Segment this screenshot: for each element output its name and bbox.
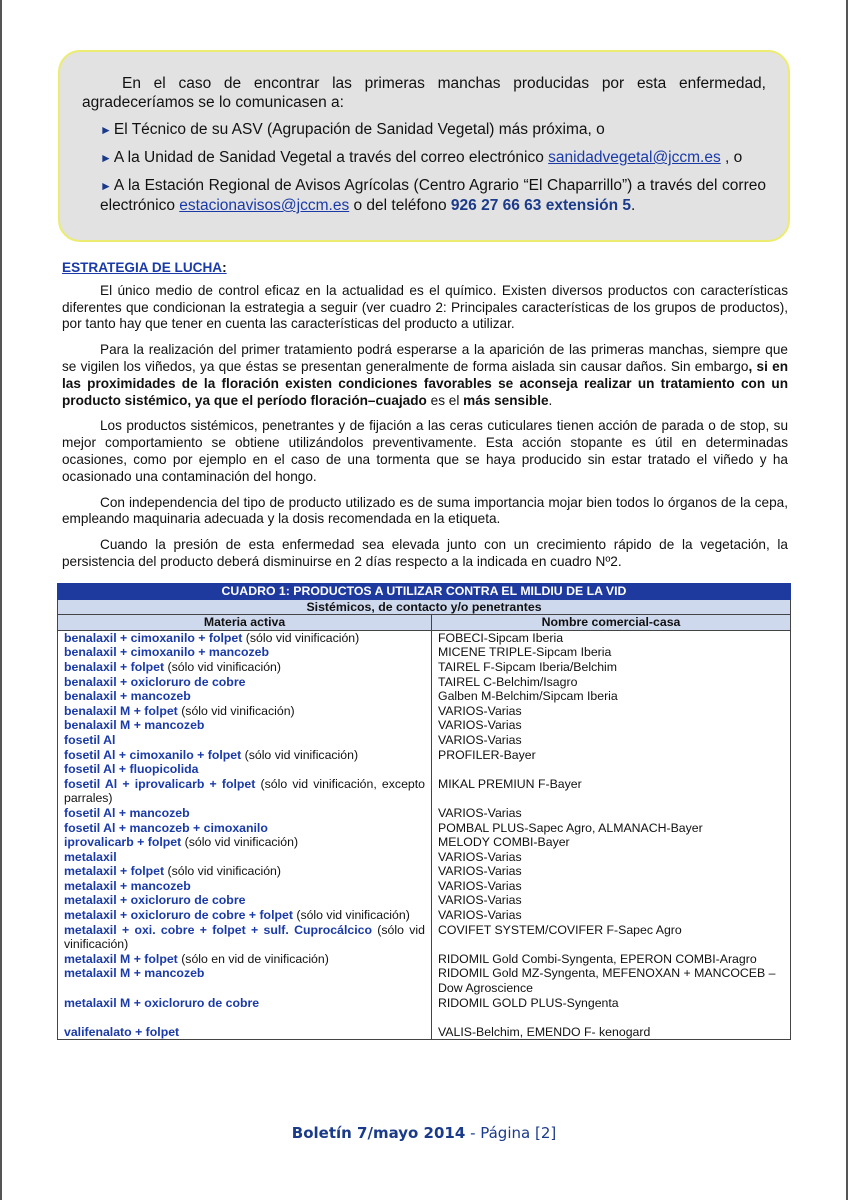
usage-note: (sólo vid vinificación) (241, 747, 359, 762)
active-ingredient: fosetil Al + mancozeb (64, 805, 190, 820)
trade-name-cell: MICENE TRIPLE-Sipcam Iberia (432, 645, 791, 660)
usage-note: (sólo vid vinificación) (181, 835, 299, 850)
trade-name-cell: VARIOS-Varias (432, 733, 791, 748)
column-header-trade: Nombre comercial-casa (432, 615, 791, 631)
table-row (58, 850, 791, 865)
active-ingredient-cell (58, 821, 432, 836)
active-ingredient: metalaxil (64, 849, 117, 864)
products-table (57, 583, 791, 1040)
triangle-bullet-icon: ► (100, 151, 112, 165)
column-header-active: Materia activa (58, 615, 432, 631)
page-left-border (0, 0, 2, 1200)
table-row (58, 952, 791, 967)
active-ingredient-cell (58, 675, 432, 690)
active-ingredient-cell (58, 718, 432, 733)
active-ingredient-cell (58, 893, 432, 908)
table-row (58, 879, 791, 894)
active-ingredient-cell (58, 879, 432, 894)
active-ingredient-cell (58, 748, 432, 763)
active-ingredient-cell (58, 660, 432, 675)
trade-name-cell: Galben M-Belchim/Sipcam Iberia (432, 689, 791, 704)
trade-name-cell: VARIOS-Varias (432, 806, 791, 821)
active-ingredient: benalaxil + mancozeb (64, 689, 191, 704)
active-ingredient-cell (58, 630, 432, 645)
active-ingredient-cell (58, 733, 432, 748)
table-row (58, 645, 791, 660)
notice-item-warning-station: ► A la Estación Regional de Avisos Agrícolas (Centro Agrario “El Chaparrillo”) a través del correo electrónico estacionavisos@jccm.es o del teléfono 926 27 66 63 extensión 5. (100, 177, 766, 214)
active-ingredient-cell (58, 966, 432, 995)
paragraph: El único medio de control eficaz en la actualidad es el químico. Existen diversos productos con características diferentes que condicionan la estrategia a seguir (ver cuadro 2: Principales características de los grupos de productos), por tanto hay que tener en cuenta las características del producto a utilizar. (62, 282, 788, 332)
notice-item-health-unit: ► A la Unidad de Sanidad Vegetal a través del correo electrónico sanidadvegetal@jccm.es , o (100, 149, 743, 166)
active-ingredient-cell (58, 864, 432, 879)
usage-note: (sólo vid vinificación) (242, 630, 360, 645)
table-row (58, 718, 791, 733)
active-ingredient: metalaxil + oxi. cobre + folpet + sulf. Cuprocálcico (64, 922, 372, 937)
active-ingredient: valifenalato + folpet (64, 1024, 180, 1039)
trade-name-cell: MIKAL PREMIUN F-Bayer (432, 777, 791, 806)
notice-intro: En el caso de encontrar las primeras manchas producidas por esta enfermedad, agradeceríamos se lo comunicasen a: (82, 75, 766, 111)
active-ingredient-cell (58, 704, 432, 719)
active-ingredient: metalaxil M + folpet (64, 951, 178, 966)
notice-box (58, 50, 790, 242)
usage-note: (sólo vid vinificación) (177, 703, 295, 718)
trade-name-cell: TAIREL F-Sipcam Iberia/Belchim (432, 660, 791, 675)
table-row (58, 923, 791, 952)
table-row (58, 806, 791, 821)
table-row (58, 908, 791, 923)
active-ingredient-cell (58, 850, 432, 865)
active-ingredient: metalaxil + folpet (64, 864, 165, 879)
trade-name-cell: RIDOMIL GOLD PLUS-Syngenta (432, 996, 791, 1025)
usage-note: (sólo vid vinificación) (164, 659, 281, 674)
trade-name-cell: VARIOS-Varias (432, 704, 791, 719)
paragraph: Para la realización del primer tratamiento podrá esperarse a la aparición de las primeras manchas, siempre que se vigilen los viñedos, ya que éstas se presentan generalmente de forma aislada sin causar daños. Sin embargo, si en las proximidades de la floración existen condiciones favorables se aconseja realizar un tratamiento con un producto sistémico, ya que el período floración–cuajado es el más sensible. (62, 342, 788, 408)
trade-name-cell: VARIOS-Varias (432, 893, 791, 908)
table-row (58, 748, 791, 763)
active-ingredient-cell (58, 777, 432, 806)
table-row (58, 864, 791, 879)
active-ingredient-cell (58, 762, 432, 777)
active-ingredient-cell (58, 806, 432, 821)
active-ingredient-cell (58, 908, 432, 923)
active-ingredient-cell (58, 952, 432, 967)
table-row (58, 704, 791, 719)
table-caption: CUADRO 1: PRODUCTOS A UTILIZAR CONTRA EL MILDIU DE LA VID (58, 584, 791, 600)
strategy-section (62, 260, 788, 580)
paragraph: Cuando la presión de esta enfermedad sea elevada junto con un crecimiento rápido de la vegetación, la persistencia del producto deberá disminuirse en 2 días respecto a la indicada en cuadro Nº2. (62, 537, 788, 569)
usage-note: (sólo vid vinificación, excepto parrales) (64, 776, 425, 806)
table-row (58, 733, 791, 748)
active-ingredient-cell (58, 835, 432, 850)
trade-name-cell: PROFILER-Bayer (432, 748, 791, 763)
trade-name-cell: TAIREL C-Belchim/Isagro (432, 675, 791, 690)
trade-name-cell: VARIOS-Varias (432, 864, 791, 879)
table-row (58, 660, 791, 675)
trade-name-cell: VARIOS-Varias (432, 879, 791, 894)
section-heading: ESTRATEGIA DE LUCHA: (62, 260, 227, 275)
active-ingredient: fosetil Al (64, 732, 116, 747)
table-row (58, 893, 791, 908)
table-row (58, 966, 791, 995)
active-ingredient: benalaxil + folpet (64, 659, 165, 674)
table-body (58, 630, 791, 1040)
trade-name-cell: FOBECI-Sipcam Iberia (432, 630, 791, 645)
trade-name-cell (432, 762, 791, 777)
active-ingredient-cell (58, 689, 432, 704)
table-row (58, 777, 791, 806)
active-ingredient-cell (58, 645, 432, 660)
table-row (58, 675, 791, 690)
trade-name-cell: COVIFET SYSTEM/COVIFER F-Sapec Agro (432, 923, 791, 952)
active-ingredient: benalaxil M + folpet (64, 703, 178, 718)
table-row (58, 762, 791, 777)
active-ingredient-cell (58, 923, 432, 952)
usage-note: (sólo vid vinificación) (64, 922, 425, 952)
active-ingredient: fosetil Al + iprovalicarb + folpet (64, 776, 256, 791)
active-ingredient: iprovalicarb + folpet (64, 835, 182, 850)
notice-item-technician: ► El Técnico de su ASV (Agrupación de Sanidad Vegetal) más próxima, o (100, 121, 605, 138)
active-ingredient: benalaxil + oxicloruro de cobre (64, 674, 246, 689)
trade-name-cell: VARIOS-Varias (432, 850, 791, 865)
table-subcaption: Sistémicos, de contacto y/o penetrantes (58, 599, 791, 615)
trade-name-cell: MELODY COMBI-Bayer (432, 835, 791, 850)
trade-name-cell: VARIOS-Varias (432, 908, 791, 923)
table-row (58, 1025, 791, 1040)
usage-note: (sólo vid vinificación) (164, 864, 281, 879)
trade-name-cell: VALIS-Belchim, EMENDO F- kenogard (432, 1025, 791, 1040)
products-table-wrapper (57, 583, 791, 1040)
table-row (58, 835, 791, 850)
active-ingredient: metalaxil + mancozeb (64, 878, 191, 893)
phone-number: 926 27 66 63 extensión 5 (450, 197, 631, 214)
paragraph: Con independencia del tipo de producto utilizado es de suma importancia mojar bien todos lo órganos de la cepa, empleando maquinaria adecuada y la dosis recomendada en la etiqueta. (62, 494, 788, 527)
trade-name-cell: RIDOMIL Gold MZ-Syngenta, MEFENOXAN + MANCOCEB – Dow Agroscience (432, 966, 791, 995)
active-ingredient: fosetil Al + cimoxanilo + folpet (64, 747, 242, 762)
email-link-estacionavisos[interactable]: estacionavisos@jccm.es (179, 197, 350, 214)
active-ingredient: benalaxil + cimoxanilo + folpet (64, 630, 243, 645)
email-link-sanidadvegetal[interactable]: sanidadvegetal@jccm.es (548, 149, 721, 166)
usage-note: (sólo vid vinificación) (292, 908, 410, 923)
active-ingredient: metalaxil + oxicloruro de cobre (64, 893, 246, 908)
active-ingredient: fosetil Al + fluopicolida (64, 762, 199, 777)
trade-name-cell: VARIOS-Varias (432, 718, 791, 733)
active-ingredient: metalaxil M + mancozeb (64, 966, 205, 981)
table-row (58, 821, 791, 836)
active-ingredient: metalaxil + oxicloruro de cobre + folpet (64, 908, 293, 923)
table-row (58, 996, 791, 1025)
active-ingredient-cell (58, 996, 432, 1025)
triangle-bullet-icon: ► (100, 179, 112, 193)
trade-name-cell: POMBAL PLUS-Sapec Agro, ALMANACH-Bayer (432, 821, 791, 836)
page-footer: Boletín 7/mayo 2014 - Página [2] (291, 1124, 557, 1142)
paragraph: Los productos sistémicos, penetrantes y de fijación a las ceras cuticulares tienen acción de parada o de stop, su mejor comportamiento se obtiene utilizándolos preventivamente. Esta acción stopante es útil en determinadas ocasiones, como por ejemplo en el caso de una tormenta que se haya producido sin estar tratado el viñedo y ha ocasionado una contaminación del hongo. (62, 418, 788, 484)
active-ingredient: benalaxil M + mancozeb (64, 718, 205, 733)
trade-name-cell: RIDOMIL Gold Combi-Syngenta, EPERON COMBI-Aragro (432, 952, 791, 967)
table-row (58, 689, 791, 704)
active-ingredient: metalaxil M + oxicloruro de cobre (64, 995, 260, 1010)
active-ingredient: benalaxil + cimoxanilo + mancozeb (64, 645, 270, 660)
usage-note: (sólo en vid de vinificación) (177, 951, 329, 966)
triangle-bullet-icon: ► (100, 123, 112, 137)
table-row (58, 630, 791, 645)
active-ingredient: fosetil Al + mancozeb + cimoxanilo (64, 820, 268, 835)
active-ingredient-cell (58, 1025, 432, 1040)
